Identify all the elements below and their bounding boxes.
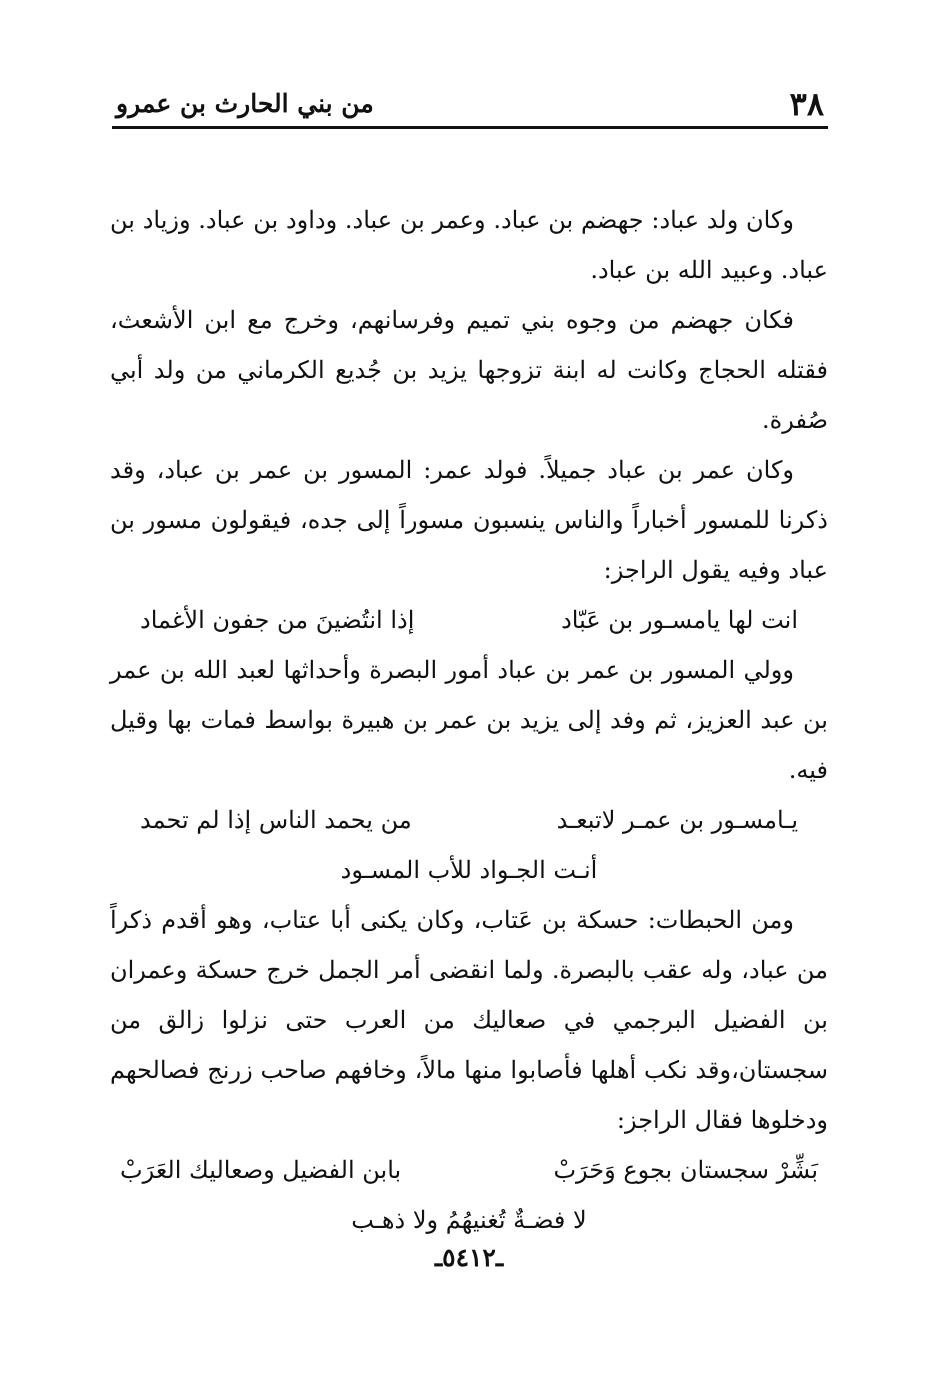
paragraph-4: وولي المسور بن عمر بن عباد أمور البصرة وأحداثها لعبد الله بن عمر بن عبد العزيز، ثم وفد إلى يزيد بن عمر بن هبيرة بواسط فمات بها وقيل فيه. — [110, 656, 828, 784]
folio-number: ـ٥٤١٢ـ — [434, 1243, 504, 1272]
paragraph-5: ومن الحبطات: حسكة بن عَتاب، وكان يكنى أبا عتاب، وهو أقدم ذكراً من عباد، وله عقب بالبصرة. ولما انقضى أمر الجمل خرج حسكة وعمران بن الفضيل البرجمي في صعاليك من العرب حتى نزلوا زالق من سجستان،وقد نكب أهلها فأصابوا منها مالاً، وخافهم صاحب زرنج فصالحهم ودخلوها فقال الراجز: — [110, 906, 829, 1134]
verse-2 — [110, 795, 828, 845]
verse-3-first-hemistich: بَشِّرْ سجستان بجوع وَحَرَبْ — [553, 1156, 818, 1184]
running-title: من بني الحارث بن عمرو — [116, 89, 374, 118]
verse-1-first-hemistich: انت لها يامسـور بن عَبّاد — [561, 606, 798, 634]
paragraph-3: وكان عمر بن عباد جميلاً. فولد عمر: المسور بن عمر بن عباد، وقد ذكرنا للمسور أخباراً والناس ينسبون مسوراً إلى جده، فيقولون مسور بن عباد وفيه يقول الراجز: — [110, 456, 828, 584]
header-rule — [112, 126, 828, 129]
verse-3-third-line: لا فضـةٌ تُغنيهُمُ ولا ذهـب — [351, 1206, 587, 1234]
paragraph-2: فكان جهضم من وجوه بني تميم وفرسانهم، وخرج مع ابن الأشعث، فقتله الحجاج وكانت له ابنة تزوجها يزيد بن جُديع الكرماني من ولد أبي صُفرة. — [110, 306, 828, 434]
page-body — [110, 195, 828, 1245]
verse-2-second-hemistich: من يحمد الناس إذا لم تحمد — [140, 806, 412, 834]
page-header — [112, 82, 828, 126]
paragraph-1: وكان ولد عباد: جهضم بن عباد. وعمر بن عباد. وداود بن عباد. وزياد بن عباد. وعبيد الله بن عباد. — [110, 206, 828, 284]
page-number: ٣٨ — [789, 85, 824, 123]
verse-2-third-line: أنـت الجـواد للأب المسـود — [340, 856, 598, 884]
verse-1-second-hemistich: إذا انتُضينَ من جفون الأغماد — [140, 606, 415, 634]
verse-2-first-hemistich: يـامسـور بن عمـر لاتبعـد — [556, 806, 798, 834]
verse-3 — [110, 1145, 828, 1195]
verse-1 — [110, 595, 828, 645]
verse-3-second-hemistich: بابن الفضيل وصعاليك العَرَبْ — [120, 1156, 402, 1184]
